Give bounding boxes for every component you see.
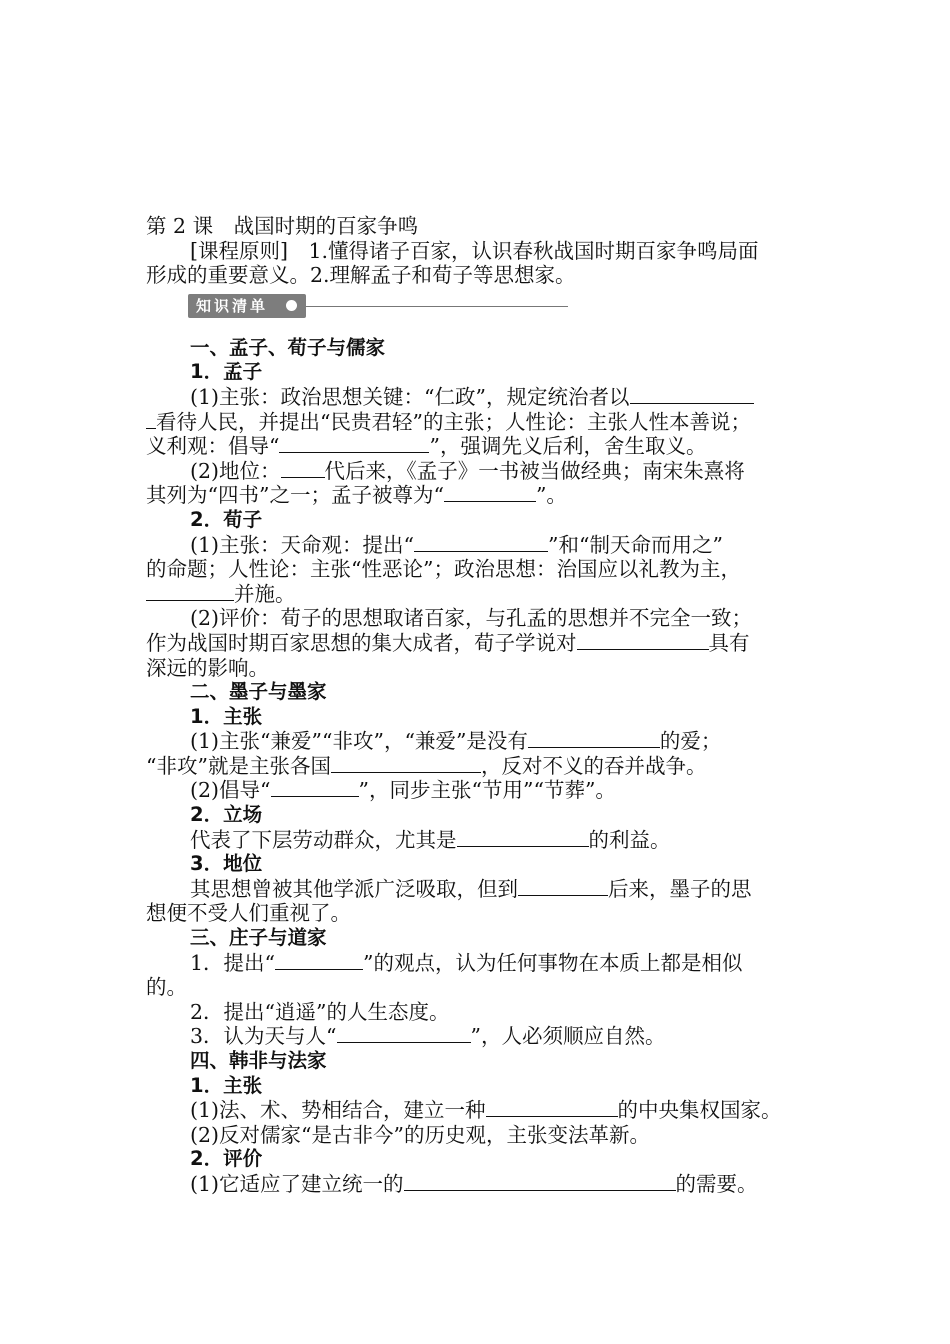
xunzi-line-1: (1)主张：天命观：提出“ ”和“制天命而用之” bbox=[190, 532, 723, 557]
answer-blank[interactable] bbox=[414, 533, 548, 552]
subheading-mohism-claims: 1．主张 bbox=[190, 704, 263, 728]
subheading-mengzi: 1．孟子 bbox=[190, 360, 263, 384]
answer-blank[interactable] bbox=[279, 434, 429, 453]
answer-blank[interactable] bbox=[275, 951, 363, 970]
mohism-stance-line: 代表了下层劳动群众，尤其是 的利益。 bbox=[190, 827, 671, 852]
answer-blank[interactable] bbox=[281, 459, 325, 478]
section-heading-mohism: 二、墨子与墨家 bbox=[190, 680, 327, 704]
curriculum-standard-line-2: 形成的重要意义。2.理解孟子和荀子等思想家。 bbox=[146, 263, 576, 288]
mohism-line-1: (1)主张“兼爱”“非攻”，“兼爱”是没有 的爱； bbox=[190, 729, 722, 754]
answer-blank[interactable] bbox=[486, 1098, 618, 1117]
section-heading-legalism: 四、韩非与法家 bbox=[190, 1049, 327, 1072]
xunzi-line-3: 并施。 bbox=[146, 582, 818, 607]
taoism-line-3: 2．提出“逍遥”的人生态度。 bbox=[190, 999, 450, 1024]
answer-blank[interactable] bbox=[630, 385, 754, 404]
lesson-title: 第 2 课 战国时期的百家争鸣 bbox=[146, 214, 419, 238]
subheading-mohism-status: 3．地位 bbox=[190, 852, 263, 876]
legalism-line-2: (2)反对儒家“是古非今”的历史观，主张变法革新。 bbox=[190, 1122, 650, 1147]
mohism-line-2: “非攻”就是主张各国 ，反对不义的吞并战争。 bbox=[146, 753, 707, 778]
subheading-legalism-evaluation: 2．评价 bbox=[190, 1147, 263, 1171]
subheading-legalism-claims: 1．主张 bbox=[190, 1073, 263, 1097]
mengzi-line-2: 看待人民，并提出“民贵君轻”的主张；人性论：主张人性本善说； bbox=[146, 410, 818, 435]
answer-blank[interactable] bbox=[337, 1024, 471, 1043]
legalism-evaluation-line: (1)它适应了建立统一的 的需要。 bbox=[190, 1171, 758, 1196]
answer-blank[interactable] bbox=[444, 483, 536, 502]
answer-blank[interactable] bbox=[331, 754, 481, 773]
curriculum-standard-label: [课程原则] bbox=[190, 238, 288, 263]
legalism-line-1: (1)法、术、势相结合，建立一种 的中央集权国家。 bbox=[190, 1098, 782, 1123]
taoism-line-2: 的。 bbox=[146, 975, 187, 1000]
mengzi-line-3: 义利观：倡导“ ”，强调先义后利，舍生取义。 bbox=[146, 434, 707, 459]
mohism-status-line-2: 想便不受人们重视了。 bbox=[146, 901, 351, 926]
banner-label: 知识清单 bbox=[196, 296, 269, 315]
xunzi-line-6: 深远的影响。 bbox=[146, 655, 269, 680]
curriculum-standard-line-1: [课程原则] 1.懂得诸子百家，认识春秋战国时期百家争鸣局面 bbox=[190, 238, 759, 263]
subheading-mohism-stance: 2．立场 bbox=[190, 803, 263, 827]
xunzi-line-4: (2)评价：荀子的思想取诸百家，与孔孟的思想并不完全一致； bbox=[190, 606, 753, 631]
xunzi-line-2: 的命题；人性论：主张“性恶论”；政治思想：治国应以礼教为主， bbox=[146, 557, 741, 582]
answer-blank[interactable] bbox=[146, 582, 234, 601]
mengzi-line-5: 其列为“四书”之一；孟子被尊为“ ”。 bbox=[146, 483, 567, 508]
knowledge-list-banner bbox=[146, 292, 818, 322]
answer-blank[interactable] bbox=[271, 778, 359, 797]
mengzi-line-1: (1)主张：政治思想关键：“仁政”，规定统治者以 bbox=[146, 385, 818, 410]
answer-blank-cont[interactable] bbox=[146, 410, 156, 429]
answer-blank[interactable] bbox=[577, 631, 709, 650]
banner-rule bbox=[306, 306, 568, 308]
document-page bbox=[146, 214, 818, 1197]
xunzi-line-5: 作为战国时期百家思想的集大成者，荀子学说对 具有 bbox=[146, 630, 750, 655]
section-heading-confucianism: 一、孟子、荀子与儒家 bbox=[190, 335, 386, 359]
answer-blank[interactable] bbox=[457, 828, 589, 847]
mengzi-line-4: (2)地位： 代后来，《孟子》一书被当做经典；南宋朱熹将 bbox=[190, 458, 745, 483]
taoism-line-1: 1．提出“ ”的观点，认为任何事物在本质上都是相似 bbox=[190, 950, 743, 975]
mohism-line-3: (2)倡导“ ”，同步主张“节用”“节葬”。 bbox=[190, 778, 616, 803]
answer-blank[interactable] bbox=[528, 729, 660, 748]
section-heading-taoism: 三、庄子与道家 bbox=[190, 926, 327, 950]
mohism-status-line-1: 其思想曾被其他学派广泛吸取，但到 后来，墨子的思 bbox=[190, 876, 752, 901]
answer-blank[interactable] bbox=[404, 1172, 676, 1191]
answer-blank[interactable] bbox=[518, 877, 608, 896]
banner-dot-icon bbox=[286, 300, 297, 311]
subheading-xunzi: 2．荀子 bbox=[190, 507, 263, 531]
taoism-line-4: 3．认为天与人“ ”，人必须顺应自然。 bbox=[190, 1024, 666, 1049]
